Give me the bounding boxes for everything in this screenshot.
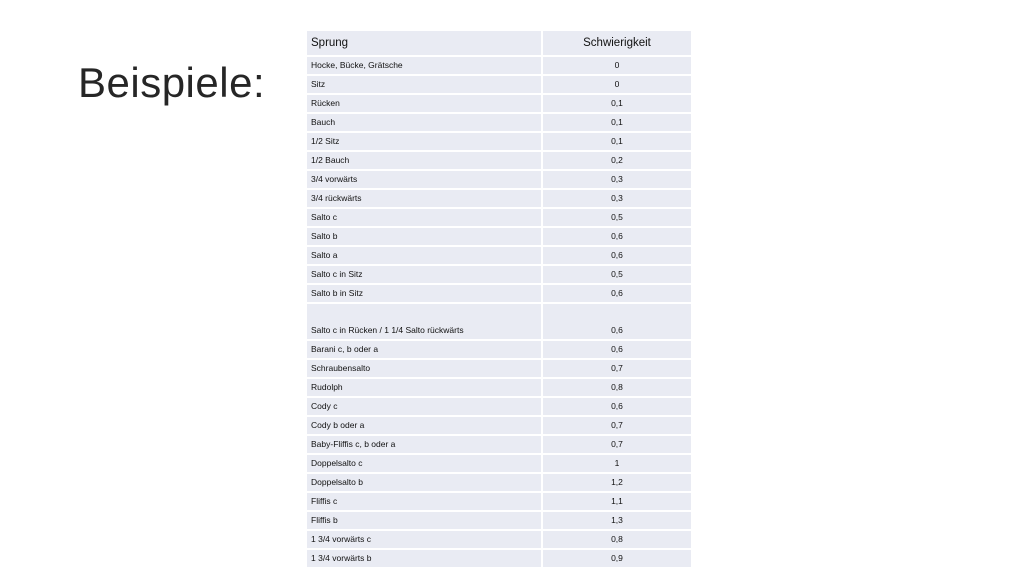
table-row [307,133,691,152]
cell-sprung: Salto c in Sitz [307,266,541,285]
table-row [307,493,691,512]
cell-sprung: Hocke, Bücke, Grätsche [307,57,541,76]
cell-schwierigkeit: 1,3 [541,512,691,531]
table-row [307,171,691,190]
cell-sprung: Salto b [307,228,541,247]
cell-sprung: Doppelsalto b [307,474,541,493]
cell-sprung: Rudolph [307,379,541,398]
table-row [307,57,691,76]
cell-schwierigkeit: 0,8 [541,379,691,398]
table-row [307,474,691,493]
cell-schwierigkeit: 0,6 [541,228,691,247]
table-row [307,114,691,133]
cell-sprung: 1/2 Sitz [307,133,541,152]
cell-schwierigkeit: 0,1 [541,114,691,133]
cell-schwierigkeit: 0 [541,76,691,95]
cell-schwierigkeit: 0,6 [541,247,691,266]
cell-sprung: Fliffis c [307,493,541,512]
cell-sprung: 1/2 Bauch [307,152,541,171]
table-row [307,436,691,455]
cell-schwierigkeit: 0,6 [541,304,691,341]
cell-sprung: Bauch [307,114,541,133]
cell-schwierigkeit: 0,9 [541,550,691,569]
cell-sprung: Salto c in Rücken / 1 1/4 Salto rückwärts [307,304,541,341]
table-row [307,247,691,266]
cell-sprung: 1 3/4 vorwärts b [307,550,541,569]
cell-schwierigkeit: 1,1 [541,493,691,512]
difficulty-table [307,31,691,569]
table-row [307,209,691,228]
cell-sprung: 3/4 vorwärts [307,171,541,190]
header-schwierigkeit: Schwierigkeit [541,31,691,57]
cell-schwierigkeit: 0,1 [541,95,691,114]
table-row [307,379,691,398]
table-row [307,304,691,341]
cell-schwierigkeit: 0,5 [541,209,691,228]
cell-schwierigkeit: 0,3 [541,190,691,209]
cell-schwierigkeit: 0,6 [541,341,691,360]
table-row [307,398,691,417]
cell-sprung: Salto a [307,247,541,266]
table-row [307,417,691,436]
cell-sprung: Salto c [307,209,541,228]
cell-schwierigkeit: 1 [541,455,691,474]
slide-title: Beispiele: [78,59,266,106]
cell-sprung: Barani c, b oder a [307,341,541,360]
cell-schwierigkeit: 0 [541,57,691,76]
cell-sprung: 3/4 rückwärts [307,190,541,209]
cell-sprung: Cody c [307,398,541,417]
cell-sprung: 1 3/4 vorwärts c [307,531,541,550]
cell-schwierigkeit: 0,7 [541,360,691,379]
cell-sprung: Salto b in Sitz [307,285,541,304]
cell-sprung: Rücken [307,95,541,114]
cell-sprung: Fliffis b [307,512,541,531]
table-row [307,266,691,285]
cell-sprung: Doppelsalto c [307,455,541,474]
cell-schwierigkeit: 0,1 [541,133,691,152]
table-row [307,341,691,360]
header-sprung: Sprung [307,31,541,57]
cell-schwierigkeit: 0,2 [541,152,691,171]
table-header-row [307,31,691,57]
cell-schwierigkeit: 0,3 [541,171,691,190]
table-row [307,95,691,114]
table-row [307,512,691,531]
table-row [307,531,691,550]
cell-sprung: Schraubensalto [307,360,541,379]
difficulty-table-container [307,31,691,569]
cell-schwierigkeit: 0,7 [541,417,691,436]
cell-schwierigkeit: 0,6 [541,398,691,417]
cell-sprung: Sitz [307,76,541,95]
cell-schwierigkeit: 0,8 [541,531,691,550]
cell-schwierigkeit: 0,7 [541,436,691,455]
table-row [307,190,691,209]
cell-schwierigkeit: 0,5 [541,266,691,285]
cell-sprung: Baby-Fliffis c, b oder a [307,436,541,455]
table-row [307,550,691,569]
cell-sprung: Cody b oder a [307,417,541,436]
cell-schwierigkeit: 1,2 [541,474,691,493]
table-row [307,455,691,474]
table-row [307,152,691,171]
table-row [307,76,691,95]
cell-schwierigkeit: 0,6 [541,285,691,304]
table-row [307,285,691,304]
table-row [307,228,691,247]
table-row [307,360,691,379]
